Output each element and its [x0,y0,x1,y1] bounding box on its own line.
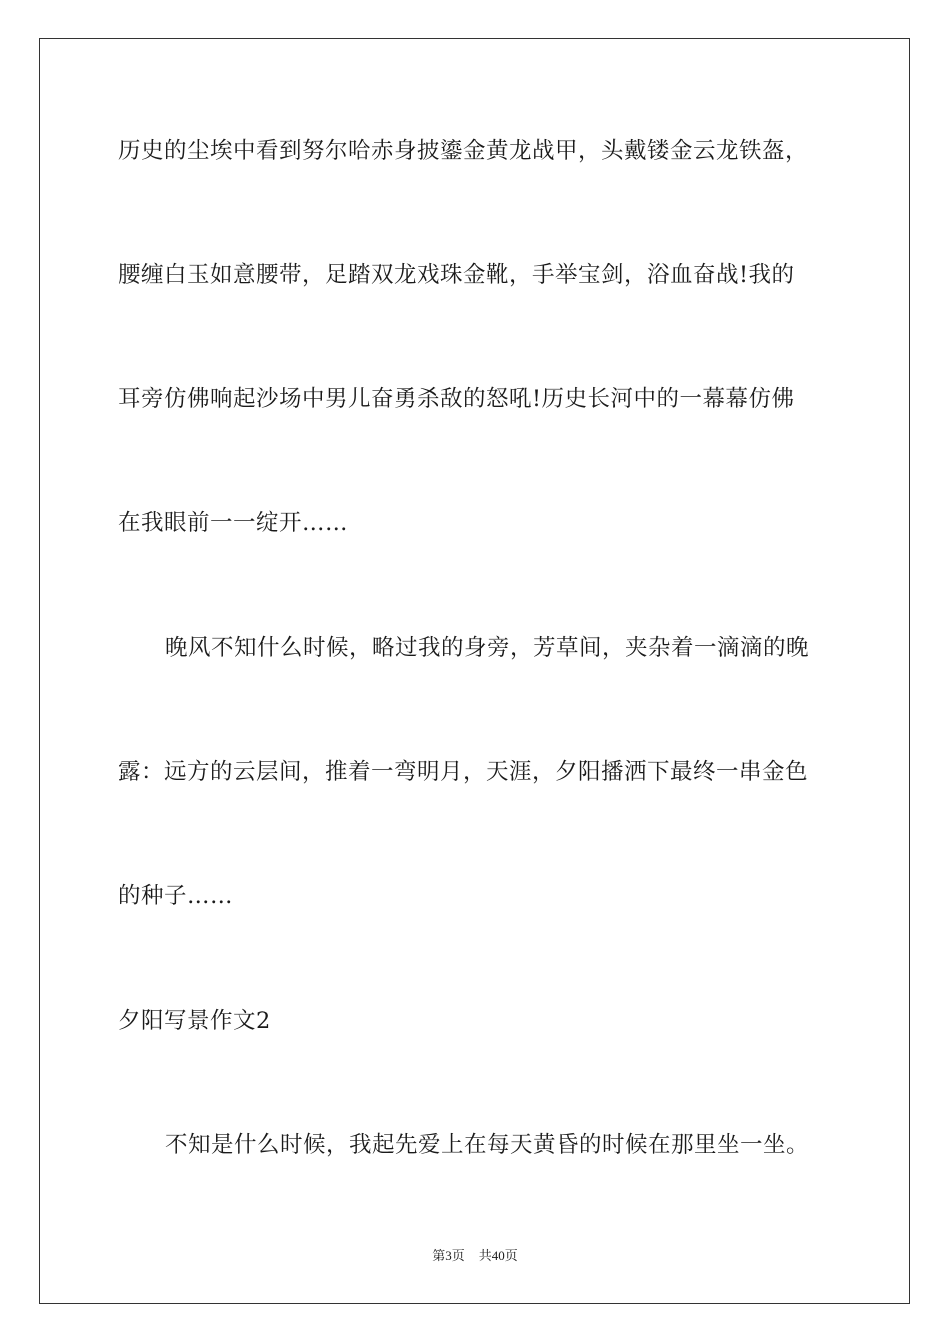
paragraph-1-line-4: 在我眼前一一绽开…… [118,510,349,536]
paragraph-2-line-3: 的种子…… [118,883,234,909]
page-number: 第3页 [432,1248,465,1263]
paragraph-1-line-2: 腰缠白玉如意腰带，足踏双龙戏珠金靴，手举宝剑，浴血奋战!我的 [118,262,795,288]
paragraph-2-line-1: 晚风不知什么时候，略过我的身旁，芳草间，夹杂着一滴滴的晚 [165,635,810,661]
page-total: 共40页 [478,1248,518,1263]
paragraph-3-line-1: 不知是什么时候，我起先爱上在每天黄昏的时候在那里坐一坐。 [165,1132,810,1158]
paragraph-1-line-1: 历史的尘埃中看到努尔哈赤身披鎏金黄龙战甲，头戴镂金云龙铁盔， [118,138,809,164]
page-border [39,38,910,1304]
paragraph-1-line-3: 耳旁仿佛响起沙场中男儿奋勇杀敌的怒吼!历史长河中的一幕幕仿佛 [118,386,795,412]
section-heading: 夕阳写景作文2 [118,1008,271,1034]
page-footer [0,1247,950,1265]
paragraph-2-line-2: 露：远方的云层间，推着一弯明月，天涯，夕阳播洒下最终一串金色 [118,759,809,785]
